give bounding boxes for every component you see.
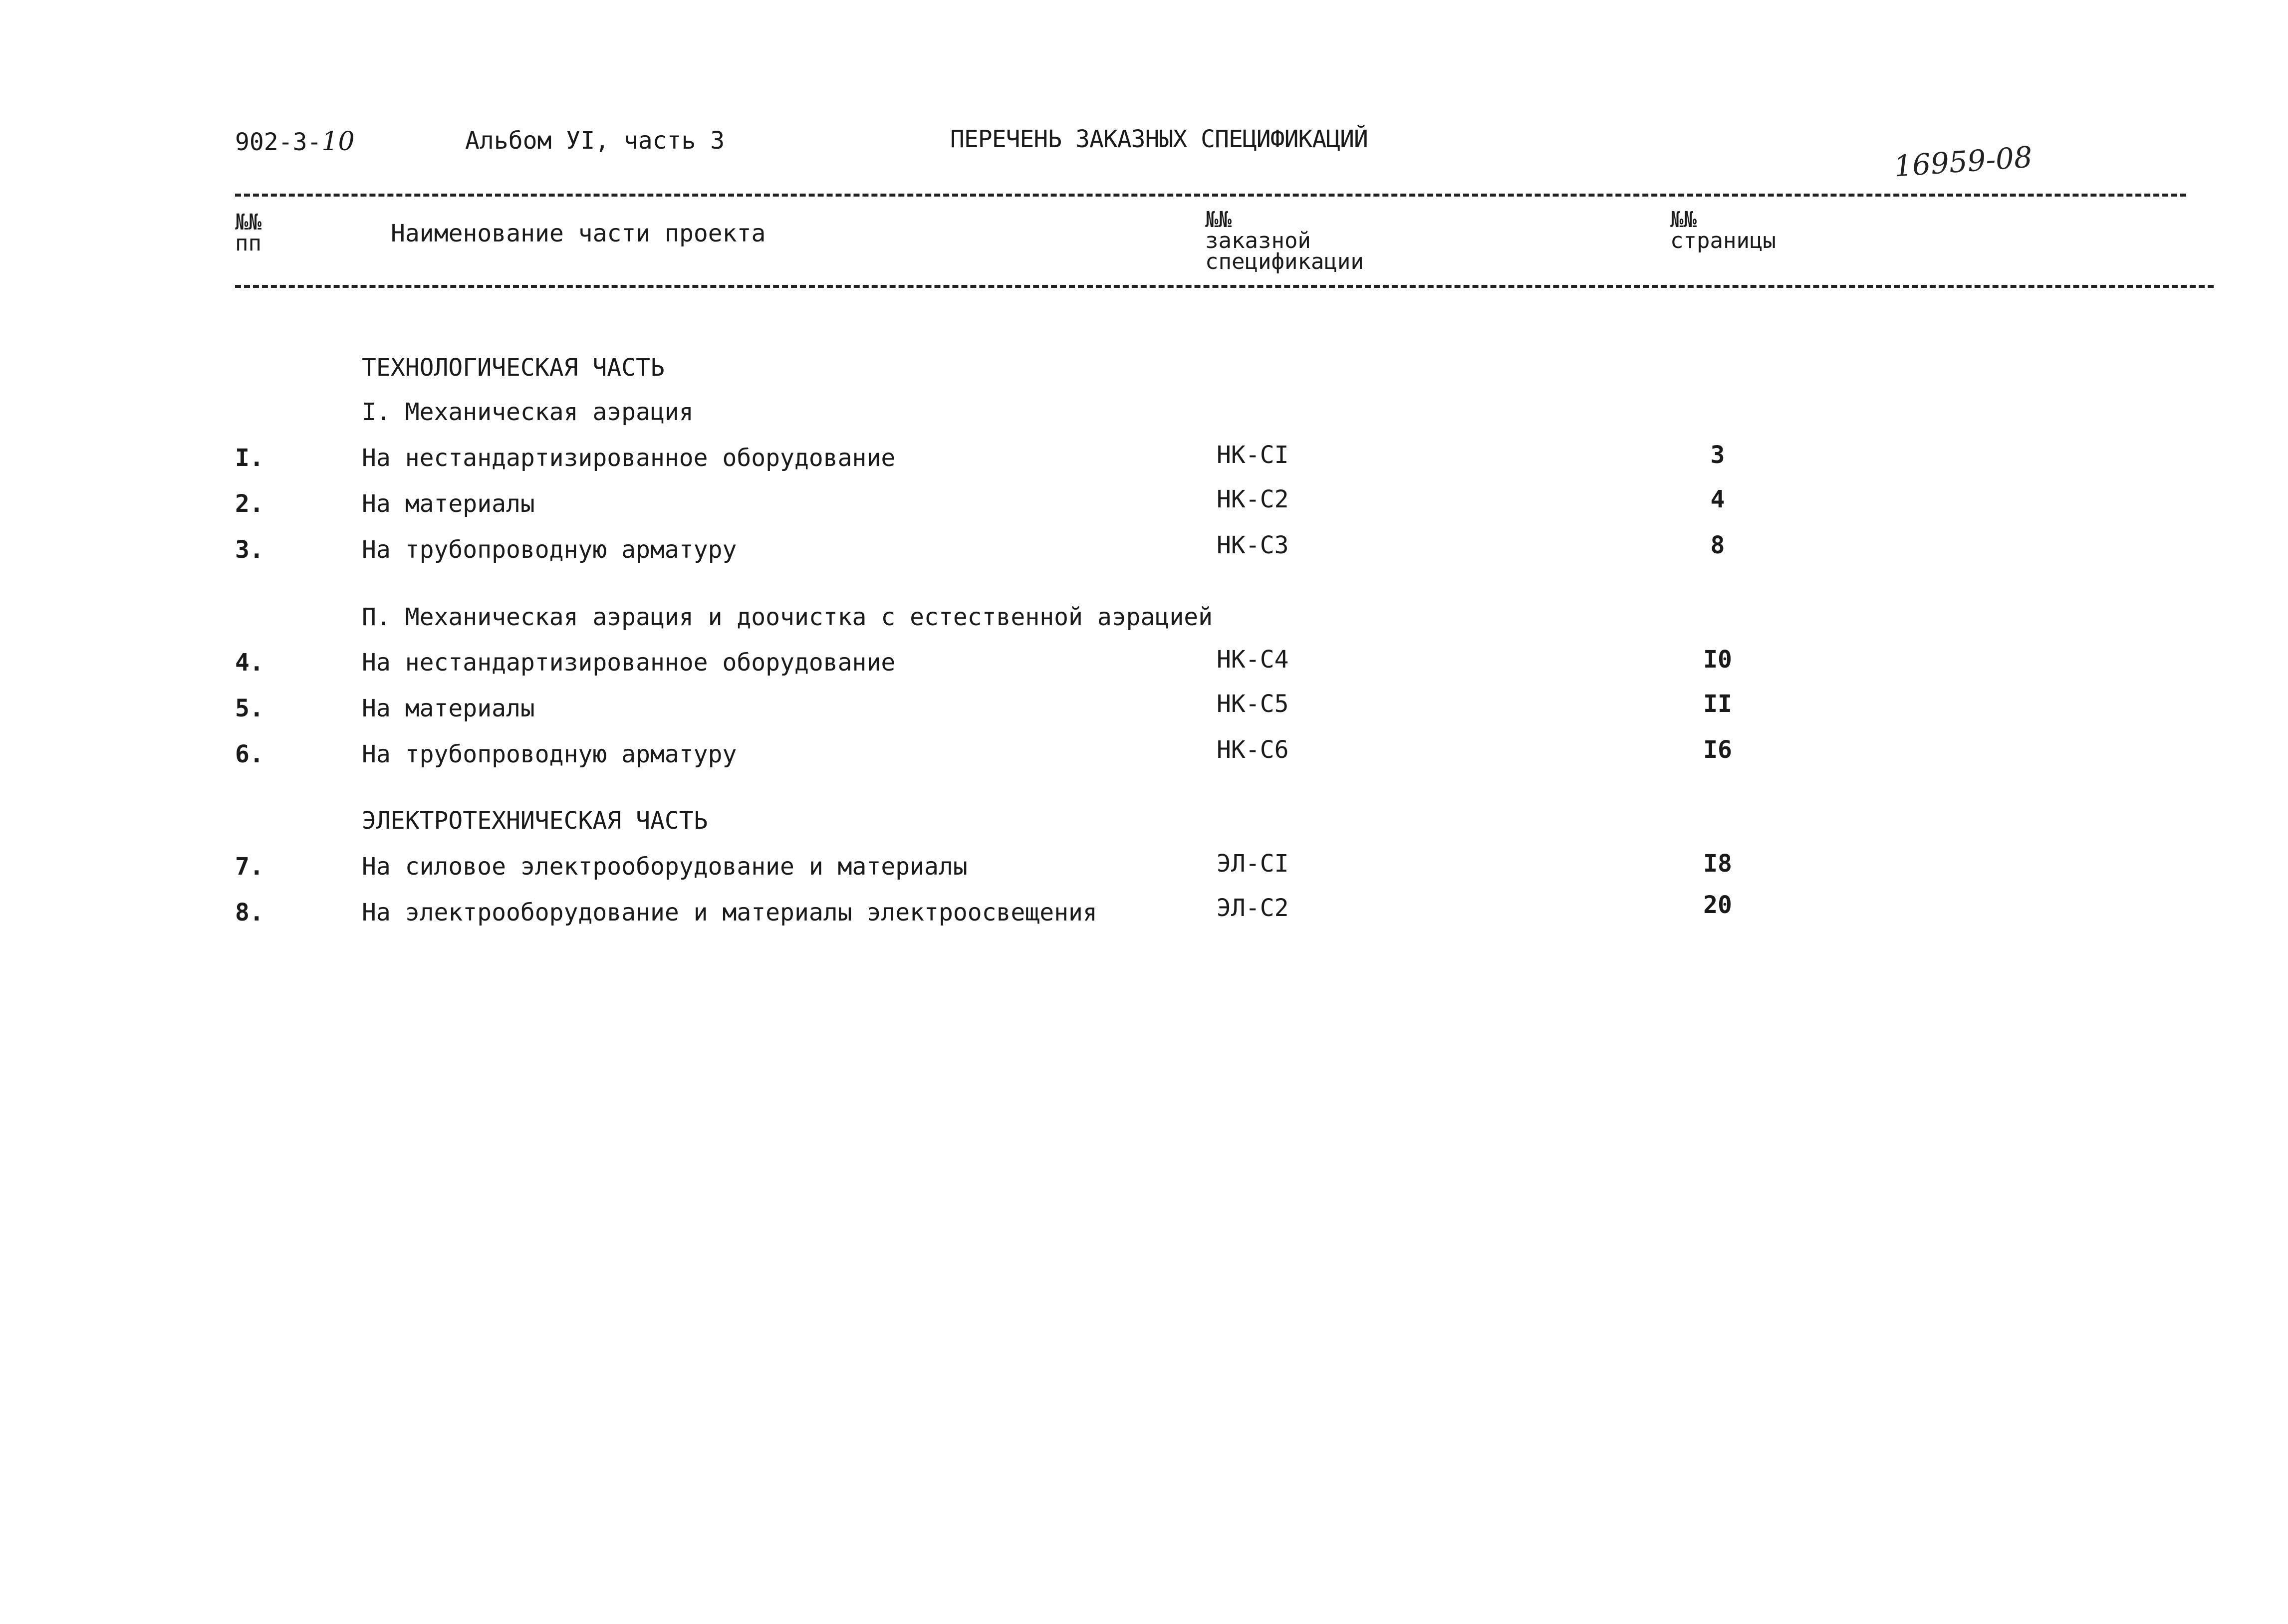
row-spec-code: НК-С4: [1217, 646, 1289, 674]
section-title-tech: ТЕХНОЛОГИЧЕСКАЯ ЧАСТЬ: [362, 354, 665, 382]
subsection-title-2: П. Механическая аэрация и доочистка с естественной аэрацией: [362, 603, 1213, 631]
column-header-page-line2: страницы: [1670, 228, 1776, 253]
row-name: На нестандартизированное оборудование: [362, 444, 896, 472]
row-number: 4.: [235, 649, 264, 677]
row-name: На трубопроводную арматуру: [362, 740, 737, 768]
section-title-electro: ЭЛЕКТРОТЕХНИЧЕСКАЯ ЧАСТЬ: [362, 807, 708, 835]
row-number: 5.: [235, 695, 264, 722]
row-page: I0: [1703, 646, 1732, 674]
handwritten-stamp-number: 16959-08: [1892, 140, 2034, 184]
row-page: II: [1703, 690, 1732, 718]
row-number: 3.: [235, 536, 264, 564]
row-spec-code: НК-С5: [1217, 690, 1289, 718]
row-name: На материалы: [362, 490, 535, 518]
row-spec-code: НК-С2: [1217, 485, 1289, 513]
row-name: На силовое электрооборудование и материалы: [362, 853, 968, 881]
row-spec-code: НК-СI: [1217, 441, 1289, 469]
row-spec-code: НК-С6: [1217, 736, 1289, 764]
column-header-spec-line1: №№: [1205, 207, 1232, 232]
column-header-number: [235, 212, 261, 254]
row-page: 20: [1703, 891, 1732, 919]
row-number: 8.: [235, 899, 264, 927]
row-spec-code: НК-С3: [1217, 531, 1289, 559]
row-page: I8: [1703, 850, 1732, 878]
album-label: Альбом УI, часть 3: [465, 127, 725, 155]
row-number: I.: [235, 444, 264, 472]
row-name: На материалы: [362, 695, 535, 722]
row-number: 6.: [235, 740, 264, 768]
document-code-printed: 902-3-: [235, 128, 322, 156]
column-header-spec: [1205, 207, 1364, 274]
row-number: 7.: [235, 853, 264, 881]
row-name: На нестандартизированное оборудование: [362, 649, 896, 677]
row-page: 3: [1710, 441, 1725, 469]
page-title: ПЕРЕЧЕНЬ ЗАКАЗНЫХ СПЕЦИФИКАЦИЙ: [950, 125, 1368, 153]
document-code: [235, 127, 355, 157]
row-name: На трубопроводную арматуру: [362, 536, 737, 564]
row-spec-code: ЭЛ-С2: [1217, 894, 1289, 922]
subsection-title-1: I. Механическая аэрация: [362, 398, 694, 426]
column-header-page: [1670, 207, 1776, 253]
column-header-number-line2: пп: [235, 231, 261, 256]
row-name: На электрооборудование и материалы электроосвещения: [362, 899, 1097, 927]
row-page: 4: [1710, 485, 1725, 513]
document-code-handwritten: 10: [321, 127, 355, 157]
row-spec-code: ЭЛ-СI: [1217, 850, 1289, 878]
column-header-spec-line3: спецификации: [1205, 249, 1364, 274]
row-page: 8: [1710, 531, 1725, 559]
column-header-number-line1: №№: [235, 210, 261, 235]
row-number: 2.: [235, 490, 264, 518]
header-bottom-divider: [235, 285, 2214, 288]
column-header-page-line1: №№: [1670, 207, 1697, 232]
header-top-divider: [235, 194, 2186, 197]
column-header-spec-line2: заказной: [1205, 228, 1311, 253]
column-header-name: Наименование части проекта: [391, 220, 766, 247]
row-page: I6: [1703, 736, 1732, 764]
